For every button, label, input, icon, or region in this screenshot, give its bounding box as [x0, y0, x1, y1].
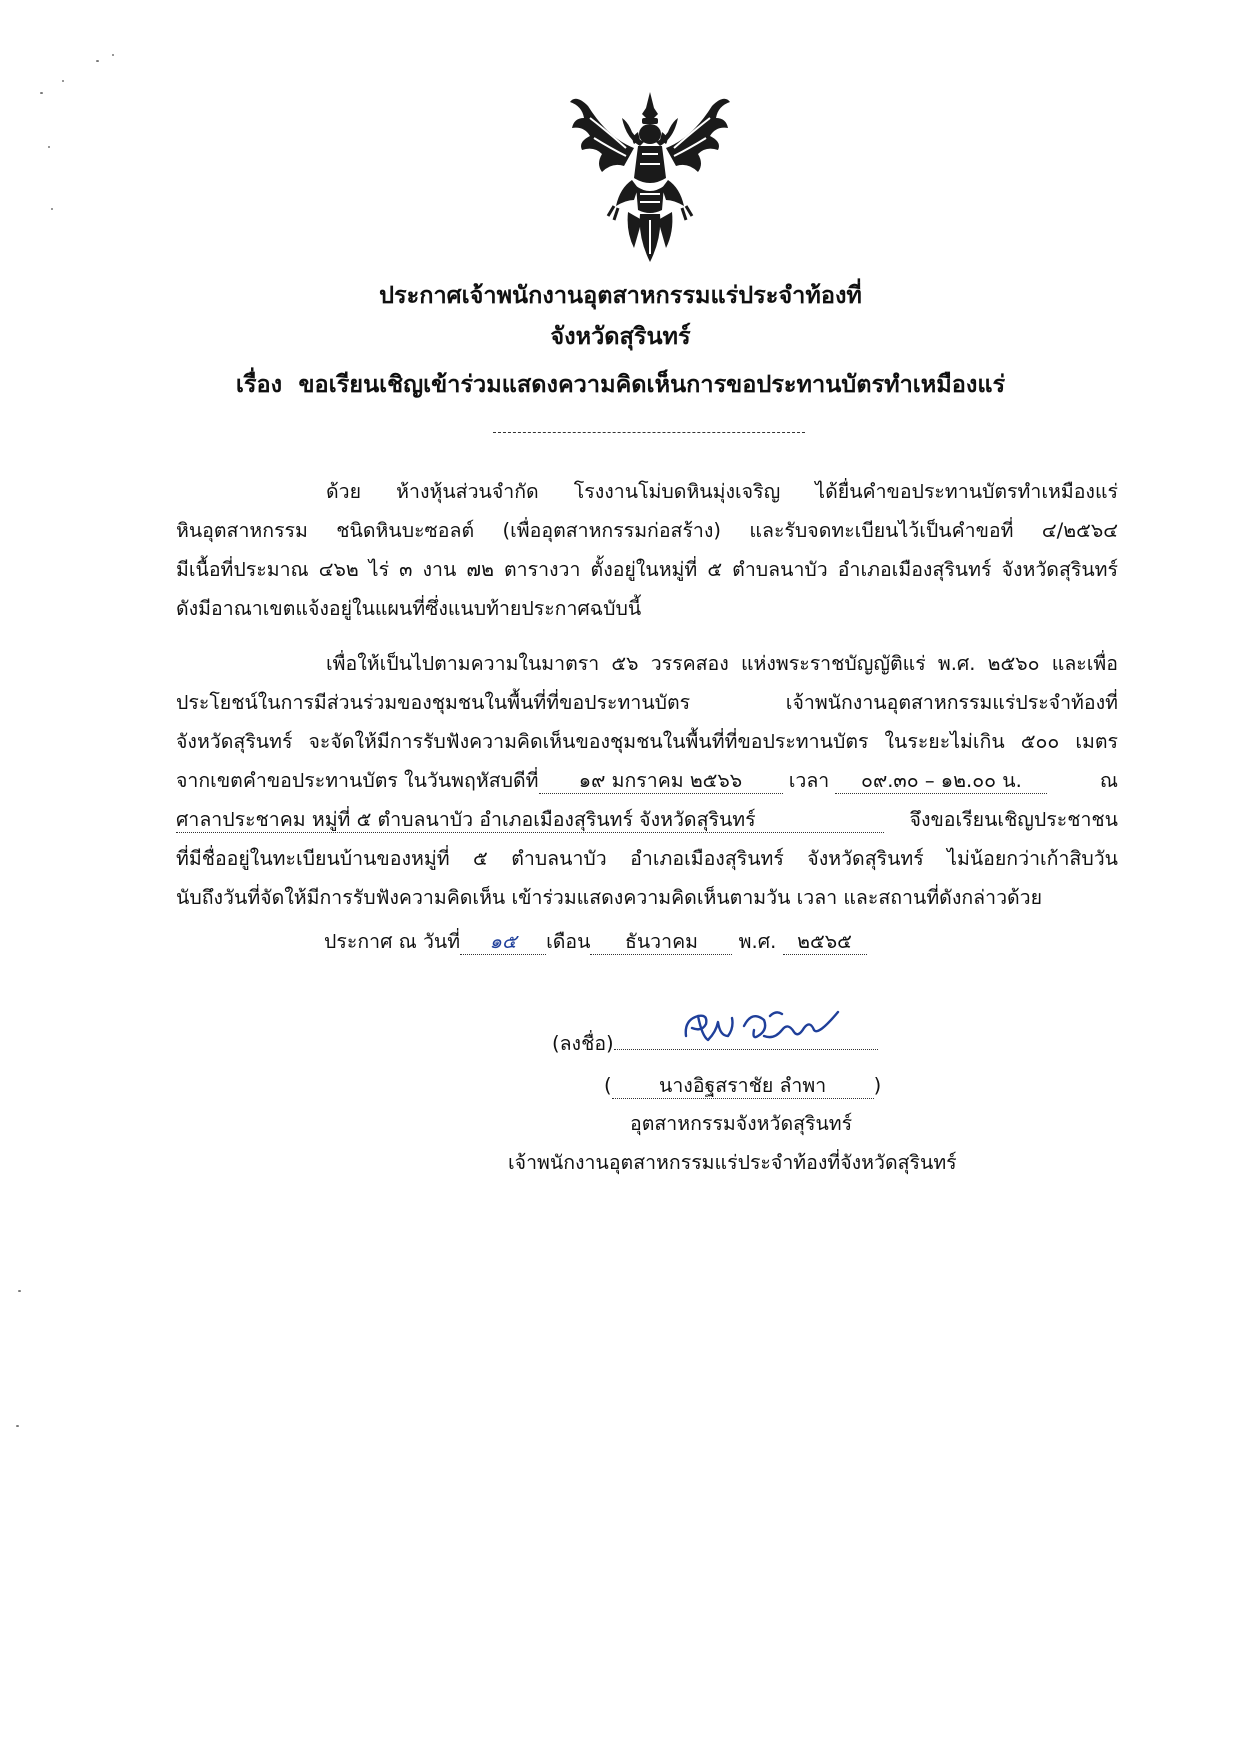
hearing-time-field: ๐๙.๓๐ – ๑๒.๐๐ น.	[835, 769, 1047, 794]
subject-line	[0, 366, 1241, 403]
paragraph-1-line: ดังมีอาณาเขตแจ้งอยู่ในแผนที่ซึ่งแนบท้ายประกาศฉบับนี้	[176, 597, 642, 620]
hearing-place-field: ศาลาประชาคม หมู่ที่ ๕ ตำบลนาบัว อำเภอเมืองสุรินทร์ จังหวัดสุรินทร์	[176, 808, 884, 833]
hearing-date-line	[176, 767, 1118, 795]
scan-speck	[62, 80, 64, 82]
scan-speck	[40, 92, 43, 94]
sign-line	[552, 1030, 878, 1058]
garuda-emblem-icon	[568, 88, 733, 266]
province-title: จังหวัดสุรินทร์	[550, 322, 691, 350]
scan-speck	[16, 1425, 19, 1427]
announce-day-field: ๑๕	[460, 930, 546, 955]
hearing-venue-line	[176, 806, 1118, 834]
paragraph-1-line: มีเนื้อที่ประมาณ ๔๖๒ ไร่ ๓ งาน ๗๒ ตารางวา ตั้งอยู่ในหมู่ที่ ๕ ตำบลนาบัว อำเภอเมืองสุรินทร์ จังหวัดสุรินทร์	[176, 558, 1118, 581]
scan-speck	[18, 1290, 21, 1292]
sign-label: (ลงชื่อ)	[552, 1032, 614, 1055]
signatory-name-line	[604, 1072, 881, 1100]
open-paren: (	[604, 1074, 612, 1097]
subject-label: เรื่อง	[235, 370, 283, 398]
signatory-position-1: อุตสาหกรรมจังหวัดสุรินทร์	[630, 1112, 853, 1135]
announce-month-field: ธันวาคม	[590, 930, 732, 955]
hearing-prefix: จากเขตคำขอประทานบัตร ในวันพฤหัสบดีที่	[176, 769, 539, 792]
paragraph-2-line: ประโยชน์ในการมีส่วนร่วมของชุมชนในพื้นที่ที่ขอประทานบัตร เจ้าพนักงานอุตสาหกรรมแร่ประจำท้องที่	[176, 691, 1118, 714]
sign-field	[614, 1049, 878, 1050]
hearing-date-field: ๑๙ มกราคม ๒๕๖๖	[539, 769, 783, 794]
time-label: เวลา	[788, 769, 830, 792]
subject-text: ขอเรียนเชิญเข้าร่วมแสดงความคิดเห็นการขอประทานบัตรทำเหมืองแร่	[298, 370, 1006, 398]
announcement-date-line	[324, 928, 867, 956]
announce-year-field: ๒๕๖๕	[783, 930, 867, 955]
place-suffix: จึงขอเรียนเชิญประชาชน	[909, 808, 1118, 831]
close-paren: )	[873, 1074, 882, 1097]
scan-speck	[48, 146, 50, 148]
announcement-title: ประกาศเจ้าพนักงานอุตสาหกรรมแร่ประจำท้องที่	[379, 281, 862, 309]
heading-divider	[493, 432, 805, 433]
paragraph-2-line: จังหวัดสุรินทร์ จะจัดให้มีการรับฟังความคิดเห็นของชุมชนในพื้นที่ที่ขอประทานบัตร ในระยะไม่เกิน ๕๐๐ เมตร	[176, 730, 1118, 753]
signatory-position-2: เจ้าพนักงานอุตสาหกรรมแร่ประจำท้องที่จังหวัดสุรินทร์	[508, 1151, 957, 1174]
year-label: พ.ศ.	[738, 930, 777, 953]
paragraph-1-line: หินอุตสาหกรรม ชนิดหินบะซอลต์ (เพื่ออุตสาหกรรมก่อสร้าง) และรับจดทะเบียนไว้เป็นคำขอที่ ๔/๒๕๖๔	[176, 519, 1118, 542]
scan-speck	[96, 60, 99, 62]
paragraph-2-line: เพื่อให้เป็นไปตามความในมาตรา ๕๖ วรรคสอง แห่งพระราชบัญญัติแร่ พ.ศ. ๒๕๖๐ และเพื่อ	[326, 652, 1118, 675]
announce-prefix: ประกาศ ณ วันที่	[324, 930, 461, 953]
scan-speck	[51, 208, 53, 210]
scan-speck	[112, 54, 114, 56]
month-label: เดือน	[546, 930, 591, 953]
paragraph-1-line: ด้วย ห้างหุ้นส่วนจำกัด โรงงานโม่บดหินมุ่งเจริญ ได้ยื่นคำขอประทานบัตรทำเหมืองแร่	[326, 480, 1118, 503]
signatory-name: นางอิฐสราชัย ลำพา	[612, 1074, 874, 1099]
at-label: ณ	[1099, 769, 1118, 792]
paragraph-2-line: ที่มีชื่ออยู่ในทะเบียนบ้านของหมู่ที่ ๕ ตำบลนาบัว อำเภอเมืองสุรินทร์ จังหวัดสุรินทร์ ไม่น้อยกว่าเก้าสิบวัน	[176, 847, 1118, 870]
paragraph-2-line: นับถึงวันที่จัดให้มีการรับฟังความคิดเห็น เข้าร่วมแสดงความคิดเห็นตามวัน เวลา และสถานที่ดังกล่าวด้วย	[176, 886, 1043, 909]
